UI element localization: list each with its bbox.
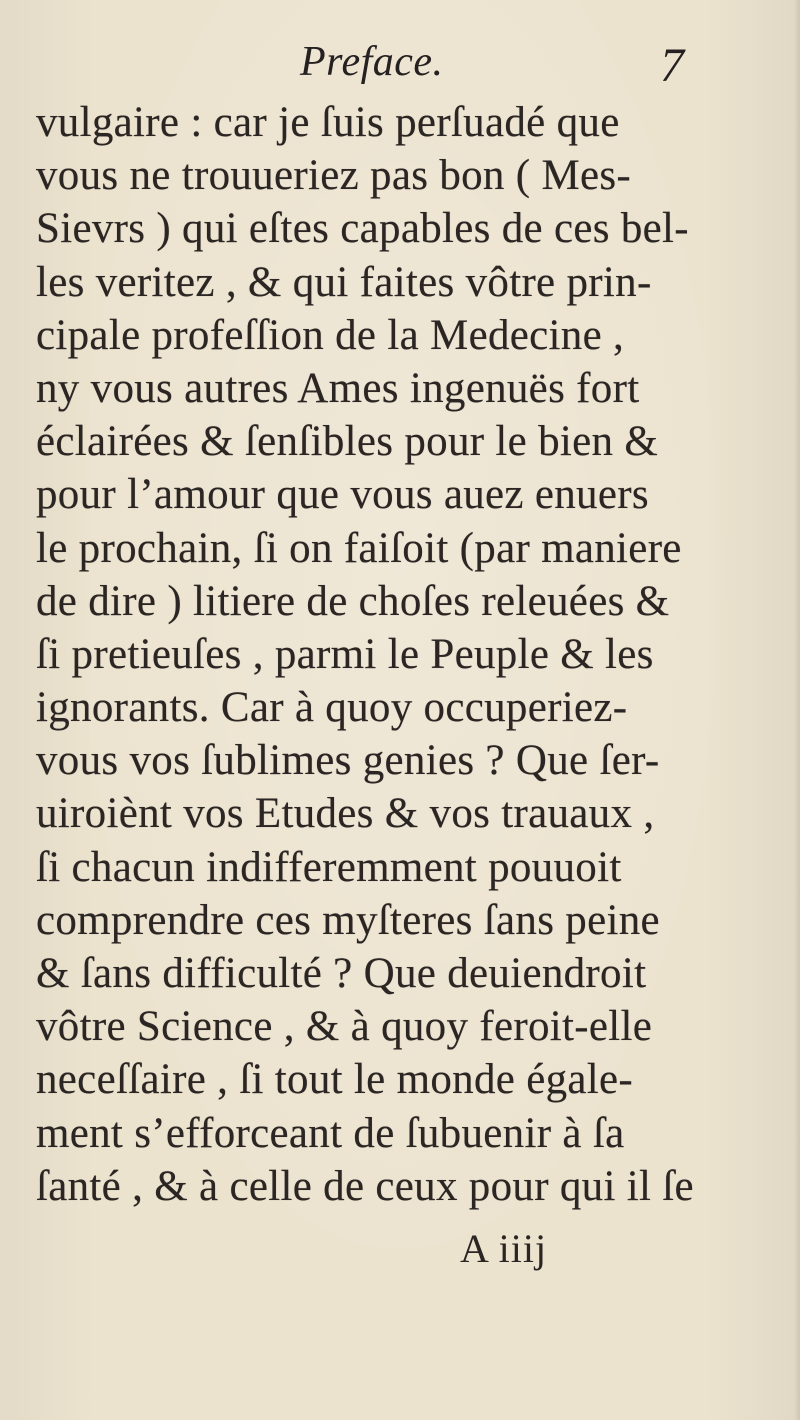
text-line: vôtre Science , & à quoy feroit-elle: [36, 1003, 653, 1051]
text-line: Sievrs ) qui eſtes capables de ces bel-: [36, 205, 689, 253]
text-line: ſi pretieuſes , parmi le Peuple & les: [36, 630, 654, 678]
text-line: éclairées & ſenſibles pour le bien &: [36, 418, 659, 466]
text-line: pour l’amour que vous auez enuers: [36, 471, 649, 519]
text-line: neceſſaire , ſi tout le monde égale-: [36, 1056, 634, 1104]
text-line: ny vous autres Ames ingenuës fort: [36, 364, 640, 412]
text-line: vous vos ſublimes genies ? Que ſer-: [36, 737, 660, 785]
text-line: vulgaire : car je ſuis perſuadé que: [36, 99, 620, 146]
signature-mark: A iiij: [460, 1226, 548, 1271]
text-line: ſi chacun indifferemment pouuoit: [36, 843, 622, 891]
text-line: ment s’efforceant de ſubuenir à ſa: [36, 1109, 625, 1157]
text-line: ignorants. Car à quoy occuperiez-: [36, 684, 628, 732]
running-head: Preface.: [300, 39, 444, 85]
text-line: de dire ) litiere de choſes releuées &: [36, 577, 670, 625]
text-line: les veritez , & qui faites vôtre prin-: [36, 258, 652, 306]
text-line: uiroiènt vos Etudes & vos trauaux ,: [36, 790, 655, 838]
text-line: vous ne trouueriez pas bon ( Mes-: [36, 152, 632, 200]
page-number: 7: [660, 39, 684, 92]
text-line: ſanté , & à celle de ceux pour qui il ſe: [36, 1162, 694, 1210]
text-line: & ſans difficulté ? Que deuiendroit: [36, 950, 647, 997]
text-line: cipale profeſſion de la Medecine ,: [36, 311, 625, 359]
paper-edge: [794, 0, 800, 1420]
body-text: [36, 96, 741, 1213]
text-line: le prochain, ſi on faiſoit (par maniere: [36, 524, 682, 572]
text-line: comprendre ces myſteres ſans peine: [36, 896, 660, 944]
